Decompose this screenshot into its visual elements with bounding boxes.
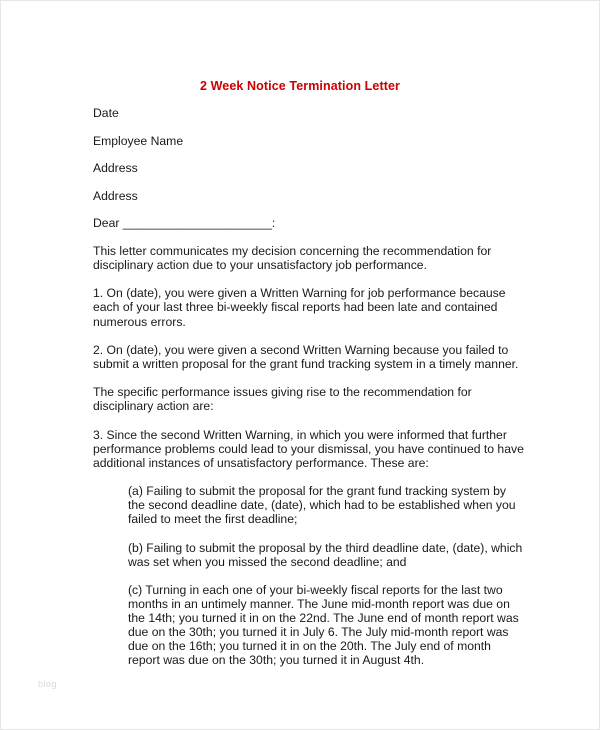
letter-body bbox=[93, 106, 533, 682]
sub-item-a: (a) Failing to submit the proposal for the grant fund tracking system by the second deadline date, (date), which had to be established when you failed to meet the first deadline; bbox=[128, 484, 516, 527]
letter-title: 2 Week Notice Termination Letter bbox=[199, 79, 400, 93]
employee-name-field: Employee Name bbox=[93, 133, 184, 148]
sub-item-b: (b) Failing to submit the proposal by the third deadline date, (date), which was set when you missed the second deadline; and bbox=[128, 540, 523, 569]
salutation: Dear ______________________: bbox=[93, 216, 276, 231]
intro-paragraph: This letter communicates my decision concerning the recommendation for disciplinary action due to your unsatisfactory job performance. bbox=[93, 243, 492, 273]
point-3-paragraph: 3. Since the second Written Warning, in which you were informed that further performance problems could lead to your dismissal, you have continued to have additional instances of unsatisfactory performance. These are: bbox=[93, 427, 524, 470]
date-field: Date bbox=[93, 106, 119, 120]
sub-item-c: (c) Turning in each one of your bi-weekly fiscal reports for the last two months in an untimely manner. The June mid-month report was due on the 14th; you turned it in on the 22nd. The June end of month report was due on the 30th; you turned it in July 6. The July mid-month report was due on the 16th; you turned it in on the 20th. The July end of month report was due on the 30th; you turned it in August 4th. bbox=[128, 582, 519, 668]
address-field: Address bbox=[93, 161, 138, 176]
watermark-text: blog bbox=[38, 679, 58, 689]
address-field: Address bbox=[93, 188, 138, 203]
point-2-paragraph: 2. On (date), you were given a second Written Warning because you failed to submit a written proposal for the grant fund tracking system in a timely manner. bbox=[93, 342, 519, 371]
issues-intro-paragraph: The specific performance issues giving rise to the recommendation for disciplinary action are: bbox=[93, 385, 472, 414]
point-1-paragraph: 1. On (date), you were given a Written Warning for job performance because each of your last three bi-weekly fiscal reports had been late and contained numerous errors. bbox=[93, 286, 506, 329]
